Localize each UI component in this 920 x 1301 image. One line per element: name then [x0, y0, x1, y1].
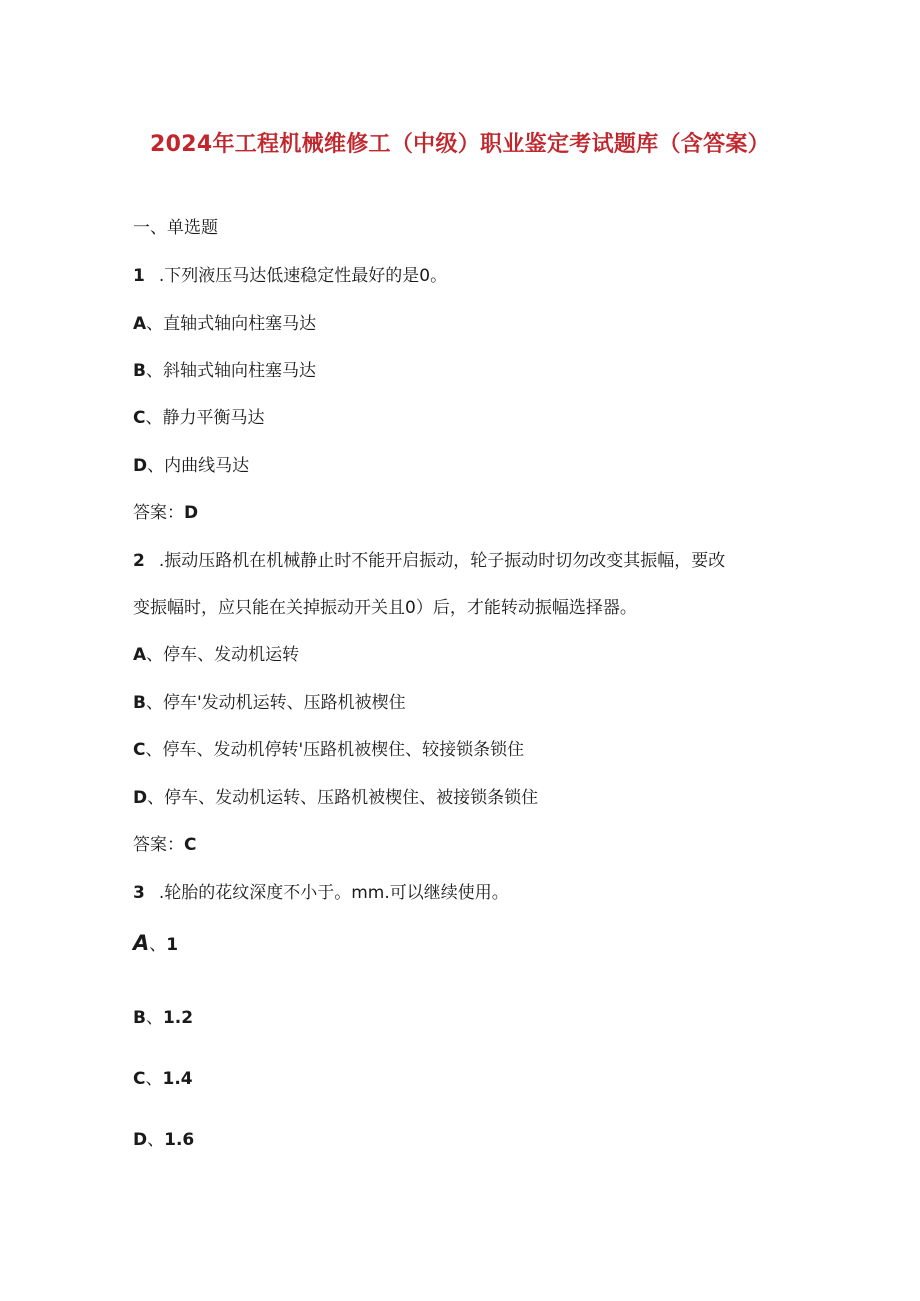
q2-option-d — [133, 787, 538, 809]
option-text: 、斜轴式轴向柱塞马达 — [145, 361, 316, 381]
option-letter: D — [133, 1130, 148, 1150]
option-letter: B — [133, 1008, 146, 1028]
option-letter: D — [133, 788, 148, 808]
option-text: 1.6 — [164, 1130, 195, 1150]
option-separator: 、 — [145, 1069, 163, 1089]
option-letter: A — [133, 314, 147, 334]
document-title: 2024年工程机械维修工（中级）职业鉴定考试题库（含答案） — [150, 132, 770, 157]
q3-option-a — [133, 932, 178, 956]
q2-option-b — [133, 692, 406, 714]
option-text: 1.4 — [162, 1069, 193, 1089]
q1-option-c — [133, 407, 264, 429]
q1-option-a — [133, 313, 316, 335]
option-text: 、静力平衡马达 — [145, 408, 265, 428]
option-text: 、内曲线马达 — [147, 456, 250, 476]
answer-value: D — [184, 503, 199, 523]
q2-option-a — [133, 644, 299, 666]
q3-option-b — [133, 1007, 193, 1029]
question-1 — [133, 265, 447, 287]
option-letter: C — [133, 408, 146, 428]
option-letter: A — [133, 931, 150, 955]
question-2-stem-1: .振动压路机在机械静止时不能开启振动，轮子振动时切勿改变其振幅，要改 — [158, 551, 726, 571]
question-2-line-1 — [133, 550, 725, 572]
option-text: 、停车、发动机停转'压路机被楔住、较接锁条锁住 — [145, 740, 525, 760]
q3-option-c — [133, 1068, 193, 1090]
option-letter: C — [133, 740, 146, 760]
answer-label: 答案： — [133, 503, 184, 523]
section-heading: 一、单选题 — [133, 218, 218, 238]
option-letter: B — [133, 693, 146, 713]
option-separator: 、 — [147, 1130, 165, 1150]
option-separator: 、 — [145, 1008, 163, 1028]
option-letter: C — [133, 1069, 146, 1089]
option-text: 1.2 — [162, 1008, 194, 1028]
question-2-line-2: 变振幅时，应只能在关掉振动开关且0）后，才能转动振幅选择器。 — [133, 598, 637, 618]
question-3-number: 3 — [133, 883, 145, 903]
question-1-stem: .下列液压马达低速稳定性最好的是0。 — [158, 266, 448, 286]
q2-option-c — [133, 739, 524, 761]
option-text: 1 — [166, 935, 179, 955]
option-text: 、停车'发动机运转、压路机被楔住 — [145, 693, 406, 713]
option-text: 、停车、发动机运转 — [146, 645, 300, 665]
answer-value: C — [184, 835, 197, 855]
q2-answer — [133, 834, 196, 856]
q1-option-b — [133, 360, 316, 382]
option-letter: A — [133, 645, 147, 665]
q1-option-d — [133, 455, 249, 477]
option-letter: B — [133, 361, 146, 381]
question-2-number: 2 — [133, 551, 145, 571]
option-text: 、直轴式轴向柱塞马达 — [146, 314, 317, 334]
question-3-stem: .轮胎的花纹深度不小于。mm.可以继续使用。 — [158, 883, 509, 903]
q1-answer — [133, 502, 198, 524]
option-text: 、停车、发动机运转、压路机被楔住、被接锁条锁住 — [147, 788, 539, 808]
option-letter: D — [133, 456, 148, 476]
answer-label: 答案： — [133, 835, 184, 855]
question-3 — [133, 882, 509, 904]
q3-option-d — [133, 1129, 194, 1151]
option-separator: 、 — [149, 935, 167, 955]
question-1-number: 1 — [133, 266, 145, 286]
